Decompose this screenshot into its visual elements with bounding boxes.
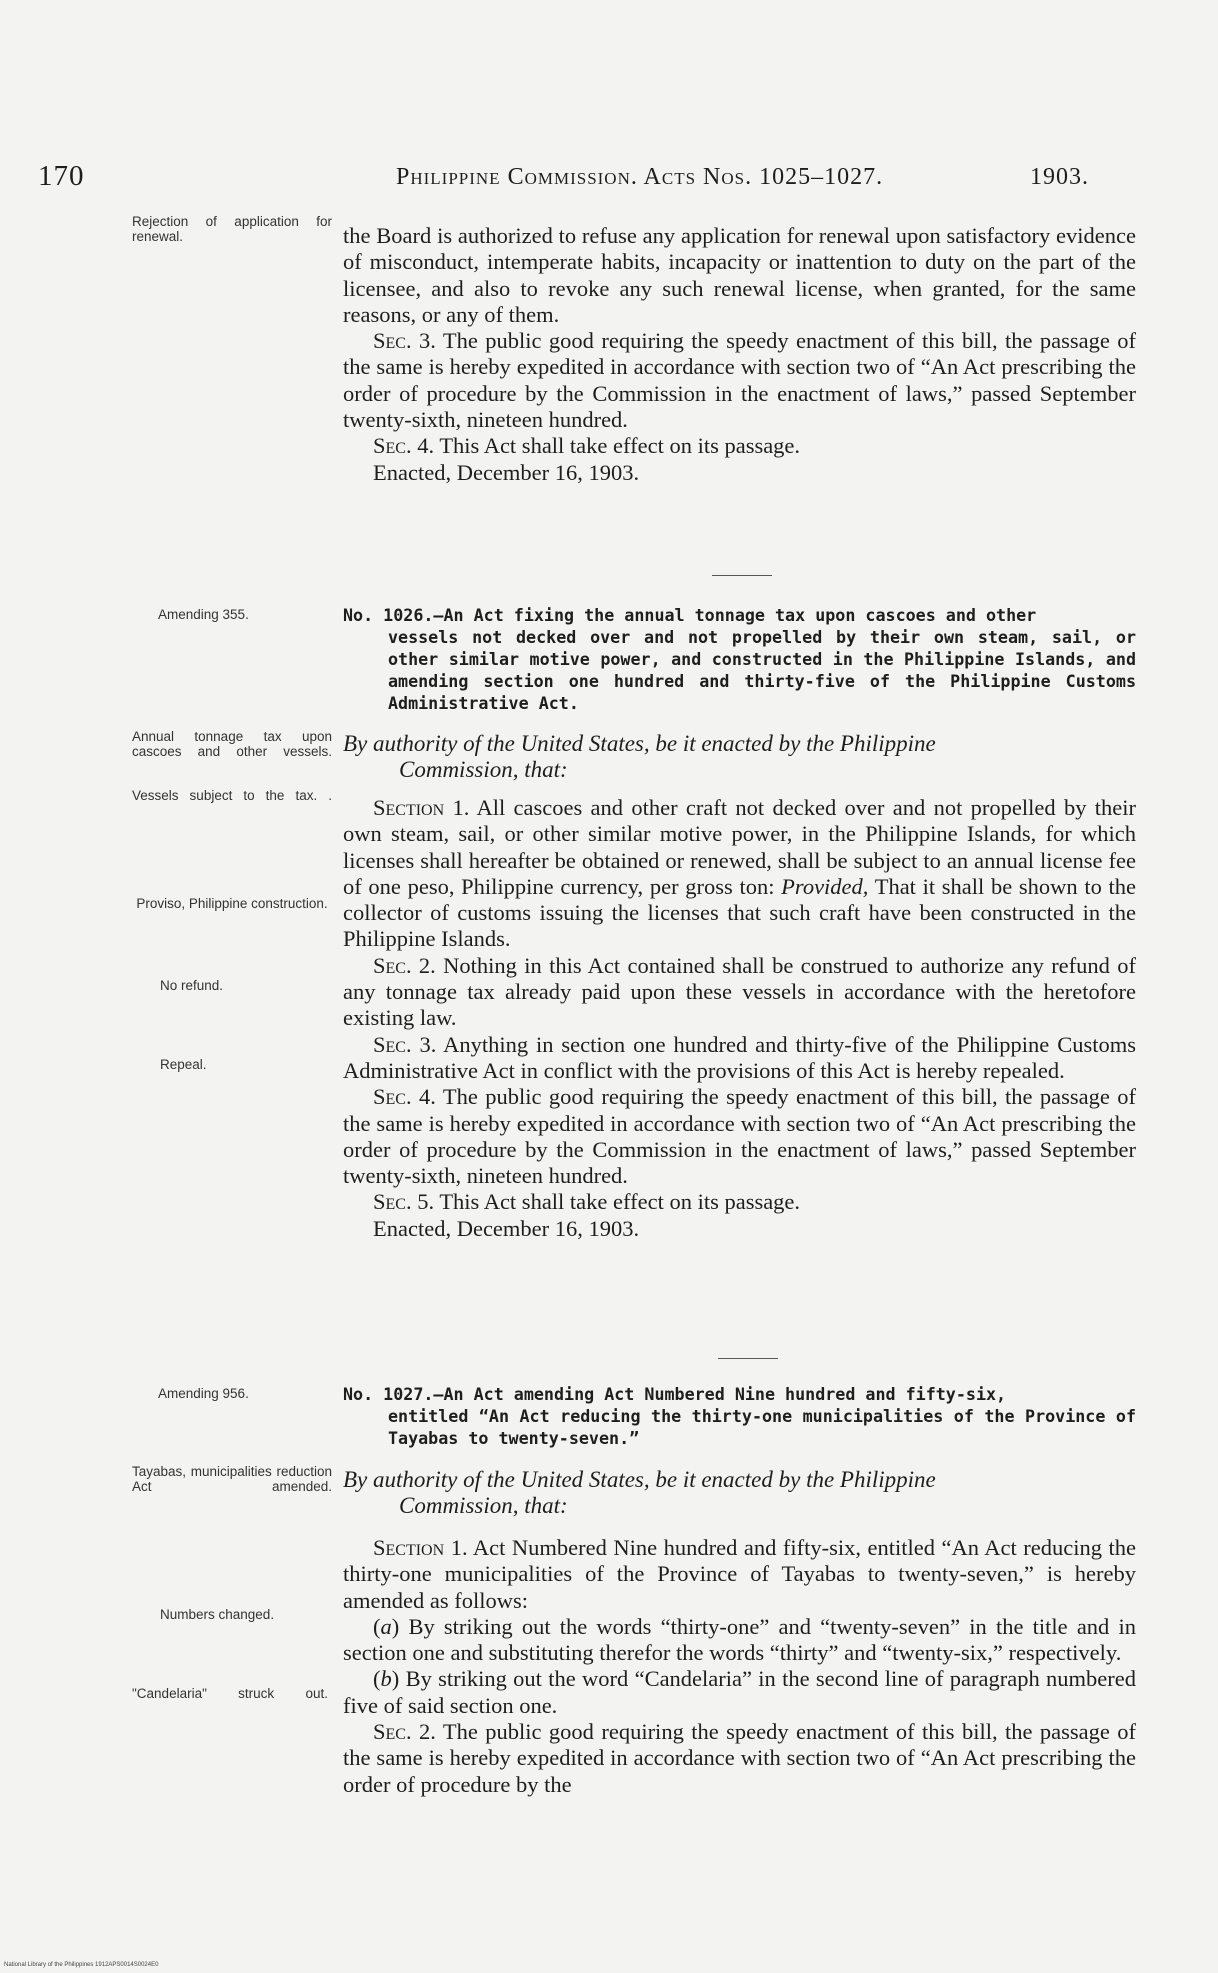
act-1026-title-rest: vessels not decked over and not propelled by their own steam, sail, or other similar motive power, and constructed in the Philippine Islands, and amending section one hundred and thirty-five of the Philippine Customs Administrative Act. bbox=[388, 627, 1136, 713]
running-year: 1903. bbox=[1030, 164, 1089, 190]
item-label: (b) bbox=[373, 1666, 400, 1692]
act-1026-sec5 bbox=[343, 1189, 1136, 1215]
section-label: Section 1. bbox=[373, 795, 470, 820]
section-text-tail: That it shall be shown to the collector of customs issuing the licenses that such craft have been constructed in the Philippine Islands. bbox=[343, 873, 1137, 952]
act-1025-continuation: the Board is authorized to refuse any application for renewal upon satisfactory evidence of misconduct, intemperate habits, incapacity or inattention to duty on the part of the licensee, and also to revoke any such renewal license, when granted, for the same reasons, or any of them. bbox=[343, 223, 1136, 327]
act-1027-item-a bbox=[343, 1614, 1136, 1667]
running-header bbox=[0, 160, 1218, 200]
act-1027-body bbox=[343, 1535, 1136, 1798]
section-label: Sec. 2. bbox=[373, 952, 436, 978]
enacting-rest: Commission, that: bbox=[399, 757, 568, 782]
act-1026-sec2 bbox=[343, 953, 1136, 1032]
section-label: Sec. 4. bbox=[373, 1084, 436, 1110]
section-text: The public good requiring the speedy enactment of this bill, the passage of the same is hereby expedited in accordance with section two of “An Act prescribing the order of procedure by the Commission in the enactment of laws,” passed September twenty-sixth, nineteen hundred. bbox=[343, 328, 1136, 433]
act-1026-enacted: Enacted, December 16, 1903. bbox=[373, 1215, 640, 1241]
act-1026-title bbox=[343, 604, 1136, 714]
section-label: Sec. 3. bbox=[373, 328, 436, 354]
act-1025-enacted: Enacted, December 16, 1903. bbox=[373, 459, 640, 485]
margin-note-candelaria: "Candelaria" struck out. bbox=[132, 1686, 328, 1701]
item-text: By striking out the word “Candelaria” in the second line of paragraph numbered five of said section one. bbox=[343, 1666, 1137, 1718]
act-1027-sec1 bbox=[343, 1535, 1136, 1614]
margin-note-tayabas: Tayabas, municipalities reduction Act amended. bbox=[132, 1464, 332, 1494]
section-text: The public good requiring the speedy enactment of this bill, the passage of the same is hereby expedited in accordance with section two of “An Act prescribing the order of procedure by the bbox=[343, 1719, 1136, 1797]
act-1026-body bbox=[343, 795, 1136, 1242]
margin-note-amending-956: Amending 956. bbox=[158, 1386, 249, 1401]
margin-note-annual-tonnage: Annual tonnage tax upon cascoes and other vessels. bbox=[132, 729, 332, 759]
act-1025-sec3 bbox=[343, 328, 1136, 433]
act-1027-enacting-clause bbox=[343, 1467, 1136, 1519]
section-text: The public good requiring the speedy enactment of this bill, the passage of the same is hereby expedited in accordance with section two of “An Act prescribing the order of procedure by the Commission in the enactment of laws,” passed September twenty-sixth, nineteen hundred. bbox=[343, 1084, 1136, 1189]
item-text: By striking out the words “thirty-one” and “twenty-seven” in the title and in section one and substituting therefor the words “thirty” and “twenty-six,” respectively. bbox=[343, 1613, 1136, 1666]
item-label: (a) bbox=[373, 1613, 400, 1639]
section-divider bbox=[712, 575, 772, 576]
margin-note-proviso: Proviso, Philippine construction. bbox=[136, 896, 328, 911]
act-1027-sec2 bbox=[343, 1719, 1136, 1798]
running-title: Philippine Commission. Acts Nos. 1025–1027. bbox=[396, 164, 884, 190]
act-1026-sec4 bbox=[343, 1084, 1136, 1189]
margin-note-vessels-subject: Vessels subject to the tax. . bbox=[132, 788, 332, 803]
act-1026-enacting-clause bbox=[343, 731, 1136, 783]
act-1027-title-rest: entitled “An Act reducing the thirty-one municipalities of the Province of Tayabas to twenty-seven.” bbox=[388, 1406, 1136, 1448]
margin-note-numbers-changed: Numbers changed. bbox=[160, 1607, 275, 1622]
provided-word: Provided, bbox=[781, 873, 869, 899]
act-1027-item-b bbox=[343, 1666, 1136, 1719]
section-text: This Act shall take effect on its passage. bbox=[439, 1189, 801, 1215]
margin-note-no-refund: No refund. bbox=[160, 978, 224, 993]
enacting-rest: Commission, that: bbox=[399, 1493, 568, 1518]
act-1026-sec1 bbox=[343, 795, 1136, 953]
section-label: Sec. 4. bbox=[373, 433, 435, 459]
section-text: Act Numbered Nine hundred and fifty-six, entitled “An Act reducing the thirty-one municipalities of the Province of Tayabas to twenty-seven,” is hereby amended as follows: bbox=[343, 1535, 1136, 1613]
section-label: Sec. 5. bbox=[373, 1189, 435, 1215]
section-label: Section 1. bbox=[373, 1535, 468, 1560]
enacting-first: By authority of the United States, be it enacted by the Philippine bbox=[343, 1467, 936, 1492]
act-1025-sec4 bbox=[343, 433, 1136, 459]
scan-credit: National Library of the Philippines 1912APS0014S0024E0 bbox=[4, 1962, 159, 1968]
section-divider bbox=[718, 1358, 778, 1359]
section-text: This Act shall take effect on its passage. bbox=[439, 433, 801, 459]
section-text: Nothing in this Act contained shall be construed to authorize any refund of any tonnage tax already paid upon these vessels in accordance with the heretofore existing law. bbox=[343, 952, 1136, 1031]
section-label: Sec. 2. bbox=[373, 1719, 436, 1745]
act-1026-title-first: No. 1026.—An Act fixing the annual tonnage tax upon cascoes and other bbox=[343, 605, 1037, 625]
enacting-first: By authority of the United States, be it enacted by the Philippine bbox=[343, 731, 936, 756]
section-label: Sec. 3. bbox=[373, 1031, 437, 1057]
act-1027-title bbox=[343, 1383, 1136, 1449]
page-number: 170 bbox=[38, 160, 85, 192]
margin-note-amending-355: Amending 355. bbox=[158, 607, 249, 622]
margin-note-repeal: Repeal. bbox=[160, 1057, 207, 1072]
section-text: Anything in section one hundred and thirty-five of the Philippine Customs Administrative Act in conflict with the provisions of this Act is hereby repealed. bbox=[343, 1031, 1136, 1083]
section-text: All cascoes and other craft not decked over and not propelled by their own steam, sail, or other similar motive power, in the Philippine Islands, for which licenses shall hereafter be obtained or renewed, shall be subject to an annual license fee of one peso, Philippine currency, per gross ton: bbox=[343, 795, 1137, 899]
act-1026-sec3 bbox=[343, 1032, 1136, 1085]
act-1025-tail bbox=[343, 223, 1136, 486]
act-1027-title-first: No. 1027.—An Act amending Act Numbered Nine hundred and fifty-six, bbox=[343, 1384, 1007, 1404]
margin-note-rejection: Rejection of application for renewal. bbox=[132, 214, 332, 244]
